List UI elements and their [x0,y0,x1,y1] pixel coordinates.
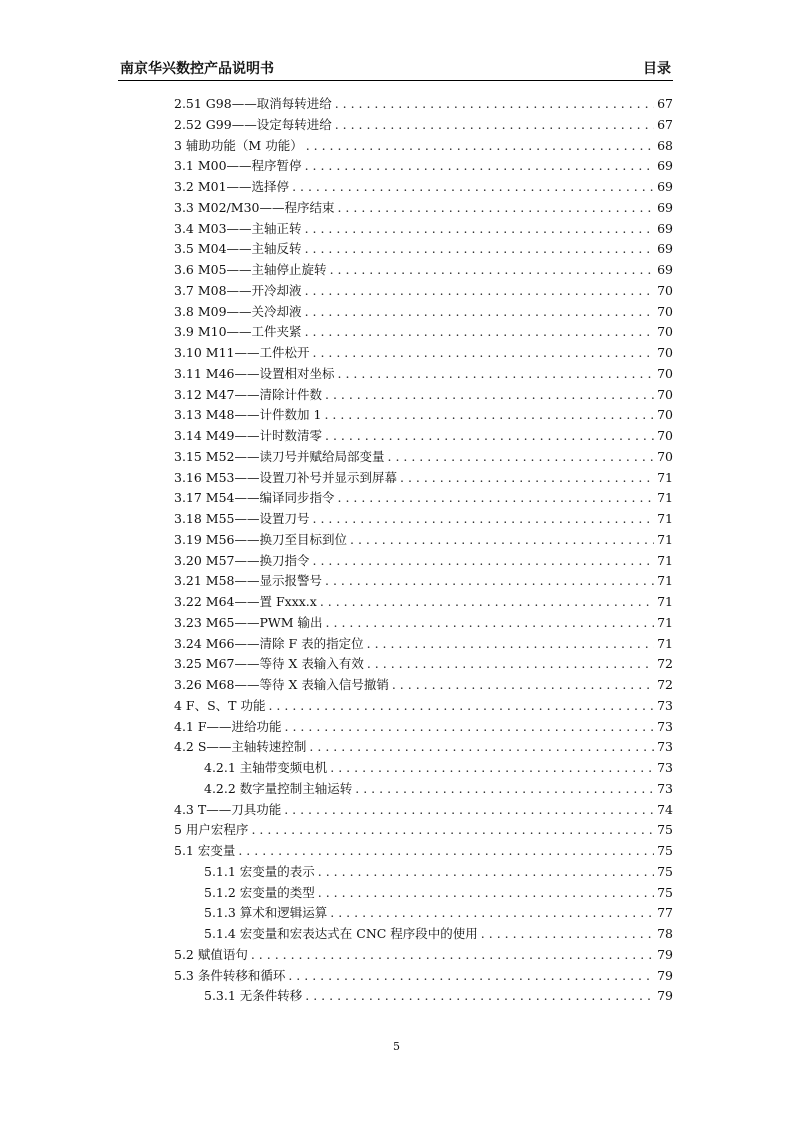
toc-entry-title: 3.11 M46——设置相对坐标 [174,365,335,381]
toc-entry[interactable] [174,281,673,302]
toc-entry[interactable] [174,177,673,198]
toc-entry[interactable] [174,696,673,717]
toc-entry-title: 5.1.3 算术和逻辑运算 [204,905,328,921]
toc-entry-title: 3.4 M03——主轴正转 [174,220,302,236]
toc-entry-page: 72 [657,656,673,672]
toc-entry-page: 79 [657,967,673,983]
toc-entry-title: 5.1.2 宏变量的类型 [204,884,315,900]
toc-leader-dots [318,883,654,904]
toc-entry[interactable] [174,820,673,841]
toc-leader-dots [305,302,654,323]
toc-entry-title: 3.5 M04——主轴反转 [174,241,302,257]
toc-entry[interactable] [174,94,673,115]
toc-entry-title: 3.26 M68——等待 X 表输入信号撤销 [174,677,389,692]
toc-entry-title: 3.9 M10——工件夹紧 [174,324,302,340]
toc-leader-dots [335,115,654,136]
toc-leader-dots [306,136,654,157]
toc-leader-dots [325,426,654,447]
toc-leader-dots [238,841,654,862]
toc-entry-title: 3.22 M64——置 Fxxx.x [174,594,317,609]
toc-entry-page: 72 [657,677,673,692]
toc-entry-page: 70 [657,345,673,360]
toc-entry[interactable] [174,219,673,240]
toc-leader-dots [392,675,654,696]
toc-entry-title: 5.3.1 无条件转移 [204,988,303,1004]
toc-entry[interactable] [174,779,673,800]
toc-entry-page: 77 [657,905,673,921]
toc-leader-dots [330,903,654,924]
toc-entry[interactable] [174,405,673,426]
toc-entry[interactable] [174,800,673,821]
toc-leader-dots [325,571,654,592]
toc-entry-title: 3.18 M55——设置刀号 [174,511,310,526]
toc-leader-dots [305,281,654,302]
toc-leader-dots [337,198,654,219]
toc-leader-dots [325,385,654,406]
toc-entry[interactable] [174,260,673,281]
toc-entry-title: 3.6 M05——主轴停止旋转 [174,262,327,277]
toc-entry-title: 3.16 M53——设置刀补号并显示到屏幕 [174,469,398,485]
toc-entry-title: 4.1 F——进给功能 [174,718,282,734]
table-of-contents [174,94,673,1007]
toc-entry[interactable] [174,488,673,509]
toc-entry-page: 70 [657,365,673,381]
toc-entry-page: 75 [657,863,673,879]
toc-leader-dots [350,530,654,551]
toc-entry-page: 79 [657,946,673,962]
toc-entry[interactable] [174,903,673,924]
toc-entry[interactable] [174,115,673,136]
toc-entry-page: 70 [657,303,673,319]
toc-entry[interactable] [174,613,673,634]
toc-entry-title: 3.14 M49——计时数清零 [174,428,323,443]
toc-entry-title: 2.52 G99——设定每转进给 [174,116,332,132]
toc-entry-page: 73 [657,760,673,775]
toc-leader-dots [338,364,654,385]
toc-leader-dots [305,219,654,240]
toc-entry[interactable] [174,343,673,364]
toc-entry[interactable] [174,136,673,157]
toc-entry-title: 3.19 M56——换刀至目标到位 [174,531,348,547]
toc-entry-page: 70 [657,428,673,443]
toc-entry-title: 3.3 M02/M30——程序结束 [174,199,335,215]
toc-entry-page: 71 [657,531,673,547]
toc-entry[interactable] [174,945,673,966]
toc-entry-page: 71 [657,635,673,651]
toc-leader-dots [268,696,654,717]
toc-entry[interactable] [174,654,673,675]
toc-entry-title: 3.20 M57——换刀指令 [174,552,310,568]
toc-entry[interactable] [174,758,673,779]
toc-entry-page: 71 [657,573,673,589]
toc-entry-title: 2.51 G98——取消每转进给 [174,96,332,111]
toc-entry[interactable] [174,198,673,219]
toc-leader-dots [326,613,654,634]
toc-entry-title: 4.2.1 主轴带变频电机 [204,760,328,775]
toc-entry-title: 3.10 M11——工件松开 [174,345,310,360]
toc-entry-title: 3.21 M58——显示报警号 [174,573,323,589]
toc-leader-dots [355,779,654,800]
toc-entry-page: 69 [657,220,673,236]
toc-entry-page: 69 [657,199,673,215]
toc-entry-title: 3.24 M66——清除 F 表的指定位 [174,635,364,651]
page-header [118,58,673,81]
toc-entry-page: 71 [657,614,673,630]
toc-leader-dots [320,592,654,613]
toc-entry-title: 5 用户宏程序 [174,822,249,838]
toc-entry-page: 73 [657,739,673,755]
toc-entry-page: 73 [657,697,673,713]
toc-entry-page: 69 [657,158,673,174]
toc-leader-dots [251,945,654,966]
toc-leader-dots [388,447,654,468]
toc-leader-dots [313,509,654,530]
toc-entry[interactable] [174,239,673,260]
toc-entry-title: 3.25 M67——等待 X 表输入有效 [174,656,364,672]
toc-entry[interactable] [174,364,673,385]
toc-leader-dots [330,758,654,779]
toc-leader-dots [324,405,654,426]
toc-entry-page: 71 [657,552,673,568]
toc-entry-title: 5.1 宏变量 [174,843,236,858]
toc-entry[interactable] [174,509,673,530]
toc-leader-dots [288,966,654,987]
toc-entry[interactable] [174,156,673,177]
toc-leader-dots [367,634,654,655]
toc-entry[interactable] [174,551,673,572]
toc-leader-dots [313,343,654,364]
toc-leader-dots [481,924,654,945]
document-title: 南京华兴数控产品说明书 [120,61,274,77]
toc-entry[interactable] [174,530,673,551]
toc-entry[interactable] [174,302,673,323]
toc-entry-page: 70 [657,448,673,464]
toc-leader-dots [318,862,654,883]
toc-entry[interactable] [174,322,673,343]
toc-entry-title: 4.3 T——刀具功能 [174,801,282,817]
toc-entry[interactable] [174,571,673,592]
toc-entry-title: 5.1.4 宏变量和宏表达式在 CNC 程序段中的使用 [204,926,478,941]
toc-entry-title: 3.8 M09——关冷却液 [174,303,302,319]
toc-entry-page: 69 [657,262,673,277]
toc-entry-title: 3.1 M00——程序暂停 [174,158,302,174]
toc-entry-page: 71 [657,469,673,485]
toc-entry-page: 69 [657,179,673,194]
toc-leader-dots [330,260,654,281]
toc-entry-page: 71 [657,594,673,609]
toc-entry-page: 78 [657,926,673,941]
toc-entry-title: 5.1.1 宏变量的表示 [204,863,315,879]
toc-entry-page: 68 [657,137,673,153]
toc-leader-dots [309,737,654,758]
toc-entry-page: 71 [657,511,673,526]
toc-entry-title: 5.3 条件转移和循环 [174,967,286,983]
toc-entry-page: 74 [657,801,673,817]
toc-leader-dots [305,986,654,1007]
toc-entry-page: 73 [657,780,673,796]
toc-leader-dots [285,717,654,738]
toc-leader-dots [313,551,654,572]
toc-entry-title: 3.15 M52——读刀号并赋给局部变量 [174,448,385,464]
toc-entry-page: 70 [657,386,673,402]
toc-leader-dots [284,800,654,821]
toc-leader-dots [305,156,654,177]
toc-entry-page: 71 [657,490,673,506]
toc-entry-title: 3.7 M08——开冷却液 [174,282,302,298]
toc-entry[interactable] [174,841,673,862]
toc-entry-title: 3.23 M65——PWM 输出 [174,614,323,630]
toc-entry[interactable] [174,924,673,945]
toc-entry-page: 75 [657,822,673,838]
toc-leader-dots [335,94,654,115]
section-label: 目录 [643,61,671,77]
toc-entry[interactable] [174,883,673,904]
toc-entry[interactable] [174,675,673,696]
toc-entry-page: 69 [657,241,673,257]
toc-entry[interactable] [174,717,673,738]
toc-entry[interactable] [174,737,673,758]
toc-leader-dots [367,654,654,675]
toc-leader-dots [338,488,654,509]
toc-entry-page: 73 [657,718,673,734]
toc-leader-dots [305,239,654,260]
toc-leader-dots [400,468,654,489]
toc-entry[interactable] [174,966,673,987]
toc-entry-title: 3.17 M54——编译同步指令 [174,490,335,506]
toc-entry-title: 3.12 M47——清除计件数 [174,386,323,402]
toc-entry-page: 70 [657,324,673,340]
toc-entry-page: 70 [657,407,673,423]
toc-entry[interactable] [174,634,673,655]
toc-leader-dots [305,322,654,343]
toc-leader-dots [251,820,654,841]
toc-entry-page: 75 [657,884,673,900]
toc-entry-title: 3 辅助功能（M 功能） [174,137,303,153]
toc-entry-page: 67 [657,96,673,111]
toc-entry[interactable] [174,592,673,613]
toc-entry-page: 79 [657,988,673,1004]
toc-entry-title: 3.13 M48——计件数加 1 [174,407,322,423]
toc-leader-dots [292,177,654,198]
toc-entry[interactable] [174,986,673,1007]
toc-entry[interactable] [174,426,673,447]
toc-entry-title: 4 F、S、T 功能 [174,697,266,713]
toc-entry[interactable] [174,385,673,406]
page-number: 5 [393,1040,400,1053]
toc-entry[interactable] [174,862,673,883]
toc-entry-title: 5.2 赋值语句 [174,946,248,962]
toc-entry-title: 4.2.2 数字量控制主轴运转 [204,780,353,796]
toc-entry-title: 4.2 S——主轴转速控制 [174,739,307,755]
toc-entry-page: 75 [657,843,673,858]
toc-entry[interactable] [174,468,673,489]
toc-entry-page: 70 [657,282,673,298]
toc-entry[interactable] [174,447,673,468]
toc-entry-title: 3.2 M01——选择停 [174,179,290,194]
toc-entry-page: 67 [657,116,673,132]
